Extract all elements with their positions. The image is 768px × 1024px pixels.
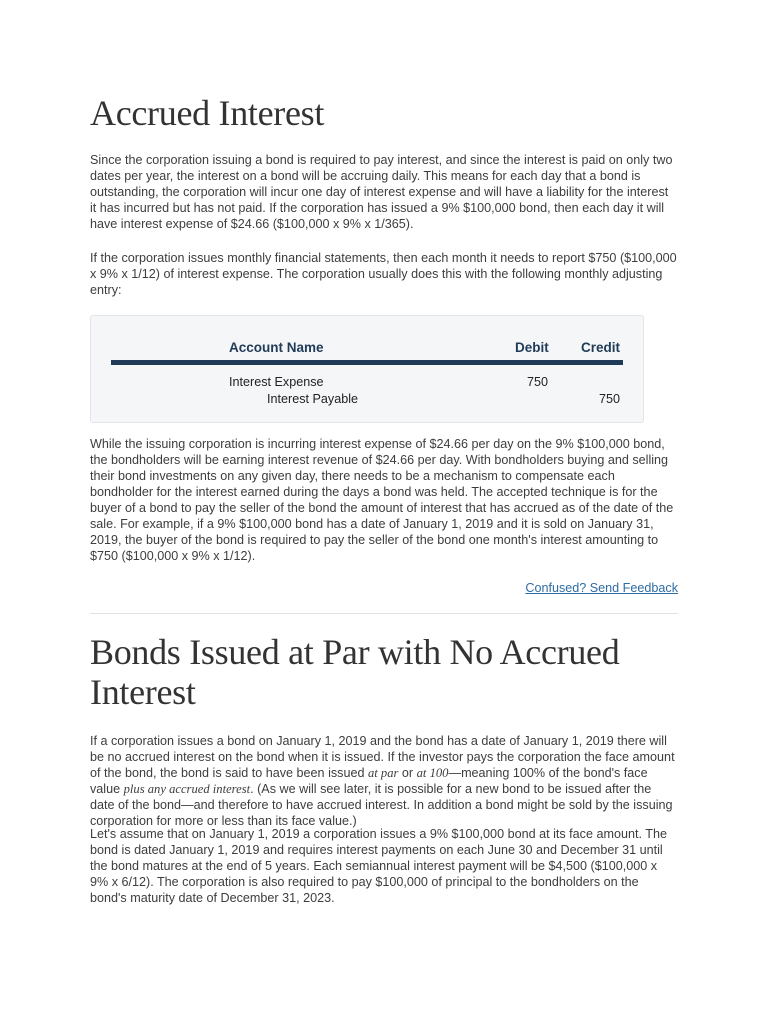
journal-entry-table xyxy=(90,315,644,423)
paragraph-issued-at-par: If a corporation issues a bond on January 1, 2019 and the bond has a date of January 1, 2019 there will be no accrued interest on the bond when it is issued. If the investor pays the corporation the face amount of the bond, the bond is said to have been issued at par or at 100—meaning 100% of the bond's face value plus any accrued interest. (As we will see later, it is possible for a new bond to be issued after the date of the bond—and therefore to have accrued interest. In addition a bond might be sold by the issuing corporation for more or less than its face value.) xyxy=(90,734,675,828)
section-title-bonds-at-par: Bonds Issued at Par with No Accrued Interest xyxy=(90,632,620,712)
send-feedback-link[interactable]: Confused? Send Feedback xyxy=(525,581,678,595)
paragraph-example-issue: Let's assume that on January 1, 2019 a corporation issues a 9% $100,000 bond at its face amount. The bond is dated January 1, 2019 and requires interest payments on each June 30 and December 31 until the bond matures at the end of 5 years. Each semiannual interest payment will be $4,500 ($100,000 x 9% x 6/12). The corporation is also required to pay $100,000 of principal to the bondholders on the bond's maturity date of December 31, 2023. xyxy=(90,827,667,905)
emphasis-accrued-interest: plus any accrued interest xyxy=(123,782,251,796)
emphasis-at-100: at 100 xyxy=(416,766,449,780)
emphasis-at-par: at par xyxy=(367,766,399,780)
header-credit: Credit xyxy=(581,340,621,355)
section-title-accrued-interest: Accrued Interest xyxy=(90,93,325,133)
paragraph-monthly-statements: If the corporation issues monthly financial statements, then each month it needs to report $750 ($100,000 x 9% x 1/12) of interest expense. The corporation usually does this with the following monthly adjusting entry: xyxy=(90,251,677,297)
paragraph-bondholder-compensation: While the issuing corporation is incurring interest expense of $24.66 per day on the 9% $100,000 bond, the bondholders will be earning interest revenue of $24.66 per day. With bondholders buying and selling their bond investments on any given day, there needs to be a mechanism to compensate each bondholder for the interest earned during the days a bond was held. The accepted technique is for the buyer of a bond to pay the seller of the bond the amount of interest that has accrued as of the date of the sale. For example, if a 9% $100,000 bond has a date of January 1, 2019 and it is sold on January 31, 2019, the buyer of the bond is required to pay the seller of the bond one month's interest amounting to $750 ($100,000 x 9% x 1/12). xyxy=(90,437,674,563)
row-account-interest-payable: Interest Payable xyxy=(267,392,359,406)
row-credit-value: 750 xyxy=(599,392,621,406)
row-account-interest-expense: Interest Expense xyxy=(229,375,324,389)
paragraph-daily-accrual: Since the corporation issuing a bond is required to pay interest, and since the interest is paid on only two dates per year, the interest on a bond will be accruing daily. This means for each day that a bond is outstanding, the corporation will incur one day of interest expense and will have a liability for the interest it has incurred but has not paid. If the corporation has issued a 9% $100,000 bond, then each day it will have interest expense of $24.66 ($100,000 x 9% x 1/365). xyxy=(90,153,673,231)
table-header-rule xyxy=(111,360,623,365)
header-debit: Debit xyxy=(515,340,549,355)
header-account-name: Account Name xyxy=(229,340,324,355)
section-divider xyxy=(90,613,678,614)
row-debit-value: 750 xyxy=(527,375,549,389)
